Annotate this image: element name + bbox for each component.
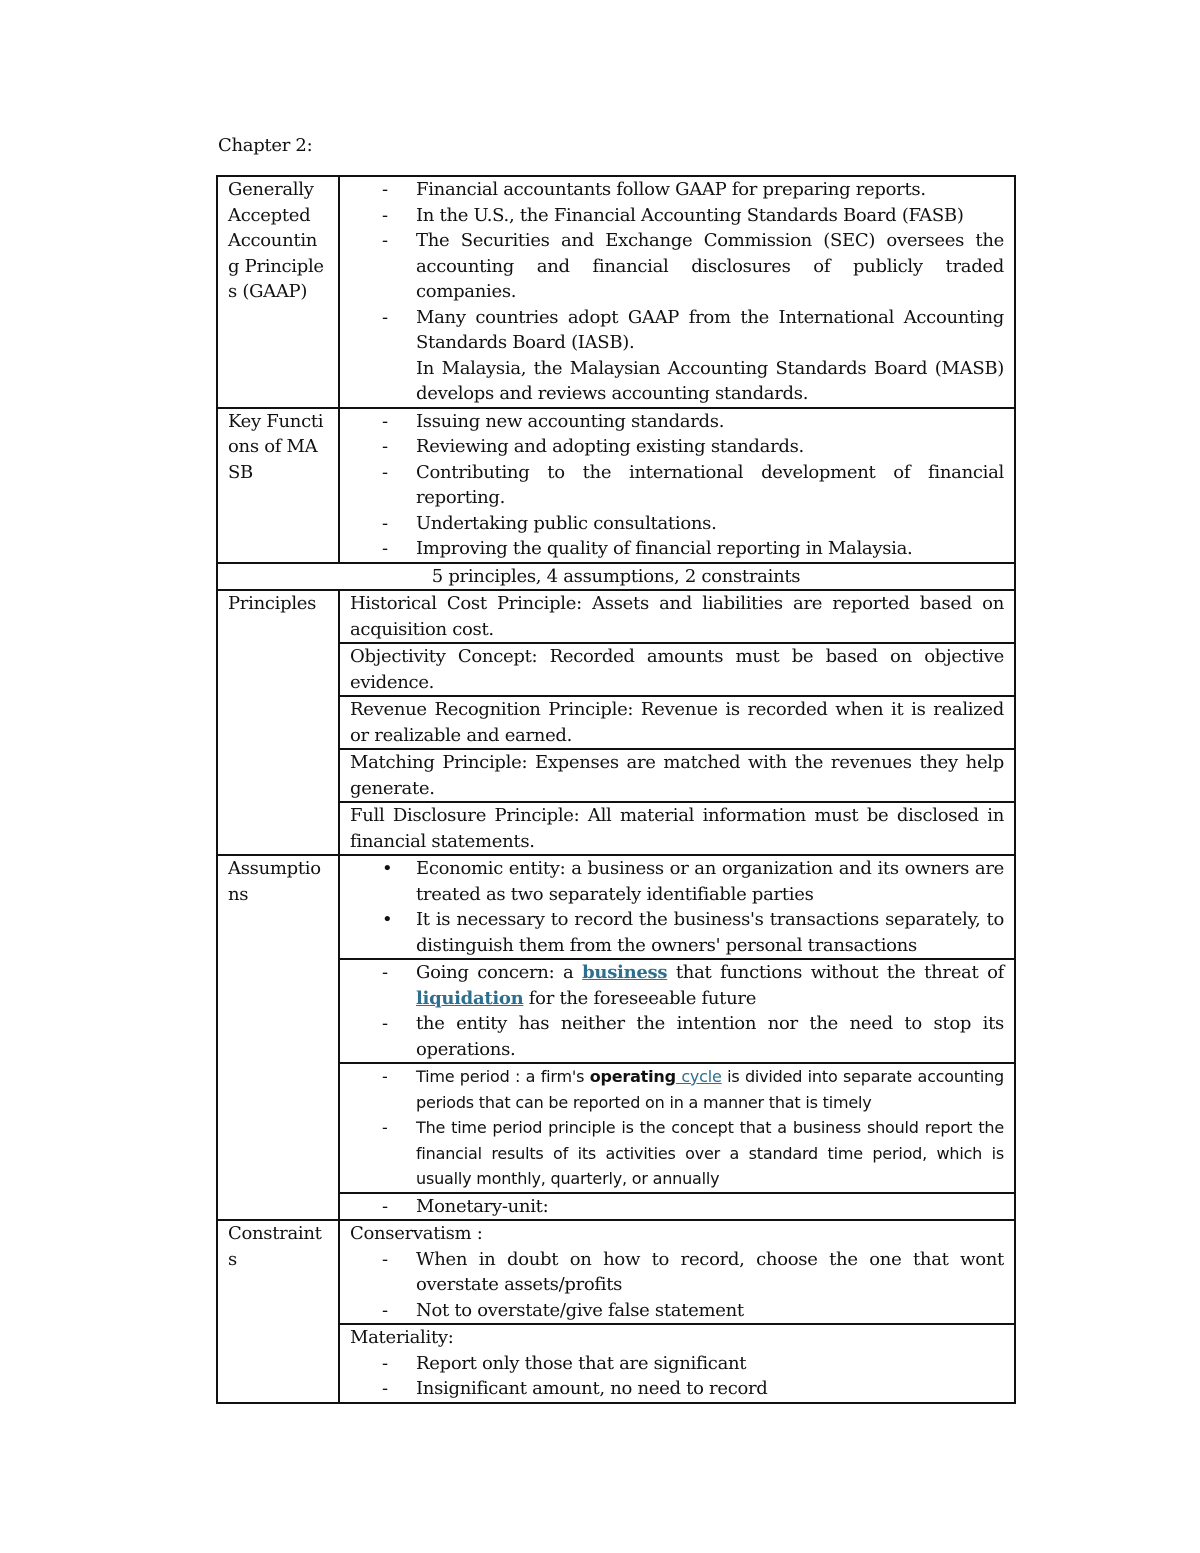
list-item: - Reviewing and adopting existing standards. [350,434,1004,460]
list-item: - When in doubt on how to record, choose the one that wont overstate assets/profits [350,1247,1004,1298]
materiality-list [350,1351,1004,1402]
assumption-economic-entity [339,855,1015,959]
time-period-list [350,1064,1004,1192]
principle-revenue-recognition: Revenue Recognition Principle: Revenue is recorded when it is realized or realizable and earned. [339,696,1015,749]
principle-objectivity: Objectivity Concept: Recorded amounts must be based on objective evidence. [339,643,1015,696]
masb-list [350,409,1004,562]
going-concern-list [350,960,1004,1062]
list-item: • It is necessary to record the business's transactions separately, to distinguish them from the owners' personal transactions [350,907,1004,958]
list-item: - Undertaking public consultations. [350,511,1004,537]
principles-row [217,590,1015,643]
assumptions-row [217,855,1015,959]
assumption-time-period [339,1063,1015,1193]
economic-entity-list [350,856,1004,958]
cycle-link[interactable]: cycle [675,1067,722,1086]
gaap-list [350,177,1004,356]
list-item: - the entity has neither the intention nor the need to stop its operations. [350,1011,1004,1062]
gaap-row [217,176,1015,408]
constraints-row [217,1220,1015,1324]
constraints-label: Constraints [217,1220,339,1403]
list-item: - The Securities and Exchange Commission (SEC) oversees the accounting and financial disclosures of publicly traded companies. [350,228,1004,305]
list-item: - In the U.S., the Financial Accounting Standards Board (FASB) [350,203,1004,229]
assumption-monetary-unit [339,1193,1015,1221]
liquidation-link[interactable]: liquidation [416,987,524,1009]
list-item: - Not to overstate/give false statement [350,1298,1004,1324]
list-item: - Report only those that are significant [350,1351,1004,1377]
constraint-conservatism [339,1220,1015,1324]
gaap-content [339,176,1015,408]
chapter-title: Chapter 2: [218,135,313,156]
gaap-label: Generally Accepted Accounting Principles (GAAP) [217,176,339,408]
masb-row [217,408,1015,563]
list-item: - Many countries adopt GAAP from the International Accounting Standards Board (IASB). [350,305,1004,356]
list-item: - Financial accountants follow GAAP for preparing reports. [350,177,1004,203]
operating-word: operating [589,1067,676,1086]
materiality-heading: Materiality: [350,1327,454,1348]
conservatism-list [350,1247,1004,1324]
list-item: - Issuing new accounting standards. [350,409,1004,435]
time-period-prefix: Time period : a firm's [416,1067,590,1086]
summary-row [217,563,1015,591]
principles-label: Principles [217,590,339,855]
gaap-malaysia-note: In Malaysia, the Malaysian Accounting Standards Board (MASB) develops and reviews accounting standards. [416,357,1004,404]
principle-matching: Matching Principle: Expenses are matched with the revenues they help generate. [339,749,1015,802]
conservatism-heading: Conservatism : [350,1223,483,1244]
business-link[interactable]: business [582,962,668,983]
list-item: - The time period principle is the concept that a business should report the financial results of its activities over a standard time period, which is usually monthly, quarterly, or annually [350,1115,1004,1192]
list-item: - Contributing to the international development of financial reporting. [350,460,1004,511]
list-item: - Insignificant amount, no need to record [350,1376,1004,1402]
principle-full-disclosure: Full Disclosure Principle: All material information must be disclosed in financial statements. [339,802,1015,855]
masb-content [339,408,1015,563]
summary-text: 5 principles, 4 assumptions, 2 constraints [217,563,1015,591]
masb-label: Key Functions of MASB [217,408,339,563]
list-item: • Economic entity: a business or an organization and its owners are treated as two separately identifiable parties [350,856,1004,907]
assumptions-label: Assumptions [217,855,339,1220]
list-item: - Monetary-unit: [350,1194,1004,1220]
going-concern-suffix: for the foreseeable future [523,987,757,1009]
list-item [350,960,1004,1011]
time-period-suffix: is divided into separate accounting periods that can be reported on in a manner that is timely [416,1067,1004,1112]
going-concern-prefix: Going concern: a [416,962,583,983]
assumption-going-concern [339,959,1015,1063]
principle-historical-cost: Historical Cost Principle: Assets and liabilities are reported based on acquisition cost. [339,590,1015,643]
constraint-materiality [339,1324,1015,1403]
list-item [350,1064,1004,1115]
monetary-unit-list [350,1194,1004,1220]
notes-table [216,175,1016,1404]
list-item: - Improving the quality of financial reporting in Malaysia. [350,536,1004,562]
going-concern-middle: that functions without the threat of [667,962,1004,983]
